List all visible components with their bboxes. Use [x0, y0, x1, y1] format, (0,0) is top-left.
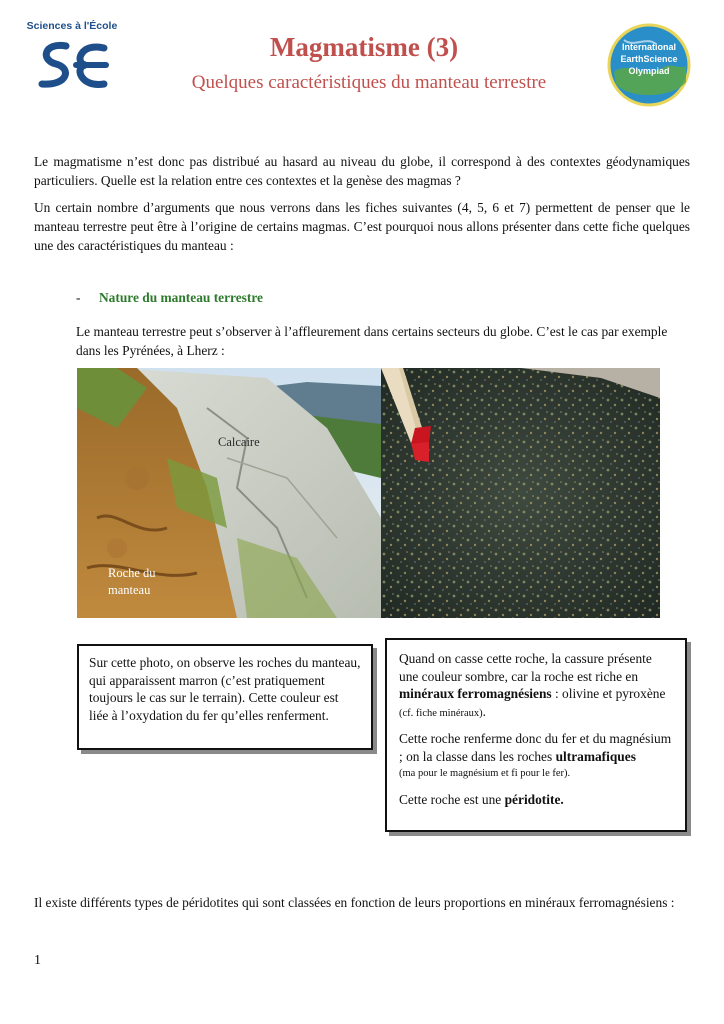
text-fragment: Cette roche renferme donc du fer et du magnésium ; on la classe dans les roches	[399, 731, 672, 764]
page-subtitle: Quelques caractéristiques du manteau terrestre	[191, 72, 547, 93]
ieso-logo	[604, 20, 694, 110]
callout-outcrop-text: Sur cette photo, on observe les roches du manteau, qui apparaissent marron (c’est pratiquement toujours le cas sur le terrain). Cette couleur est liée à l’oxydation du fer qu’elles renferment.	[89, 655, 361, 723]
label-roche-line-2: manteau	[108, 583, 151, 597]
text-fragment: Cette roche est une	[399, 791, 505, 807]
logo-right-line-3: Olympiad	[628, 66, 670, 76]
intro-paragraph-1: Le magmatisme n’est donc pas distribué au hasard au niveau du globe, il correspond à des contextes géodynamiques particuliers. Quelle est la relation entre ces contextes et la genèse des magmas ?	[34, 154, 690, 188]
callout-rock-para-3	[399, 791, 673, 809]
page-title: Magmatisme (3)	[269, 32, 459, 62]
section-title: Nature du manteau terrestre	[99, 290, 264, 305]
reference-fiche-mineraux: (cf. fiche minéraux)	[399, 707, 483, 719]
section-paragraph: Le manteau terrestre peut s’observer à l’affleurement dans certains secteurs du globe. C’est le cas par exemple dans les Pyrénées, à Lherz :	[76, 324, 668, 358]
logo-right-line-1: International	[621, 42, 677, 52]
label-calcaire: Calcaire	[218, 435, 260, 449]
label-roche-du-manteau	[108, 565, 178, 599]
page-number: 1	[34, 953, 41, 968]
sciences-a-l-ecole-logo	[22, 20, 122, 96]
callout-rock-note: (ma pour le magnésium et fi pour le fer).	[399, 768, 571, 779]
text-fragment: : olivine et pyroxène	[551, 686, 666, 701]
term-mineraux-ferromagnesiens: minéraux ferromagnésiens	[399, 686, 552, 701]
peridotite-illustration	[381, 368, 660, 618]
intro-paragraph-2: Un certain nombre d’arguments que nous verrons dans les fiches suivantes (4, 5, 6 et 7) permettent de penser que le manteau terrestre peut être à l’origine de certains magmas. C’est pourquoi nous allons présenter dans cette fiche quelques une des caractéristiques du manteau :	[34, 200, 690, 253]
callout-outcrop-observation	[77, 644, 373, 750]
bullet-dash: -	[76, 290, 81, 305]
term-ultramafiques: ultramafiques	[555, 748, 636, 764]
text-fragment: Quand on casse cette roche, la cassure présente une couleur sombre, car la roche est riche en	[399, 651, 652, 684]
logo-right-line-2: EarthScience	[620, 54, 678, 64]
label-roche-line-1: Roche du	[108, 566, 156, 580]
se-logo-mark-icon	[36, 38, 110, 94]
text-fragment: .	[482, 703, 487, 719]
closing-paragraph: Il existe différents types de péridotites qui sont classées en fonction de leurs proportions en minéraux ferromagnésiens :	[34, 895, 675, 910]
callout-rock-para-2	[399, 730, 673, 765]
callout-rock-analysis	[385, 638, 687, 832]
callout-rock-para-1	[399, 650, 673, 722]
globe-logo-icon	[604, 20, 694, 110]
logo-left-text: Sciences à l'École	[26, 20, 118, 32]
term-peridotite: péridotite.	[504, 791, 564, 807]
peridotite-closeup-photo	[381, 368, 660, 618]
